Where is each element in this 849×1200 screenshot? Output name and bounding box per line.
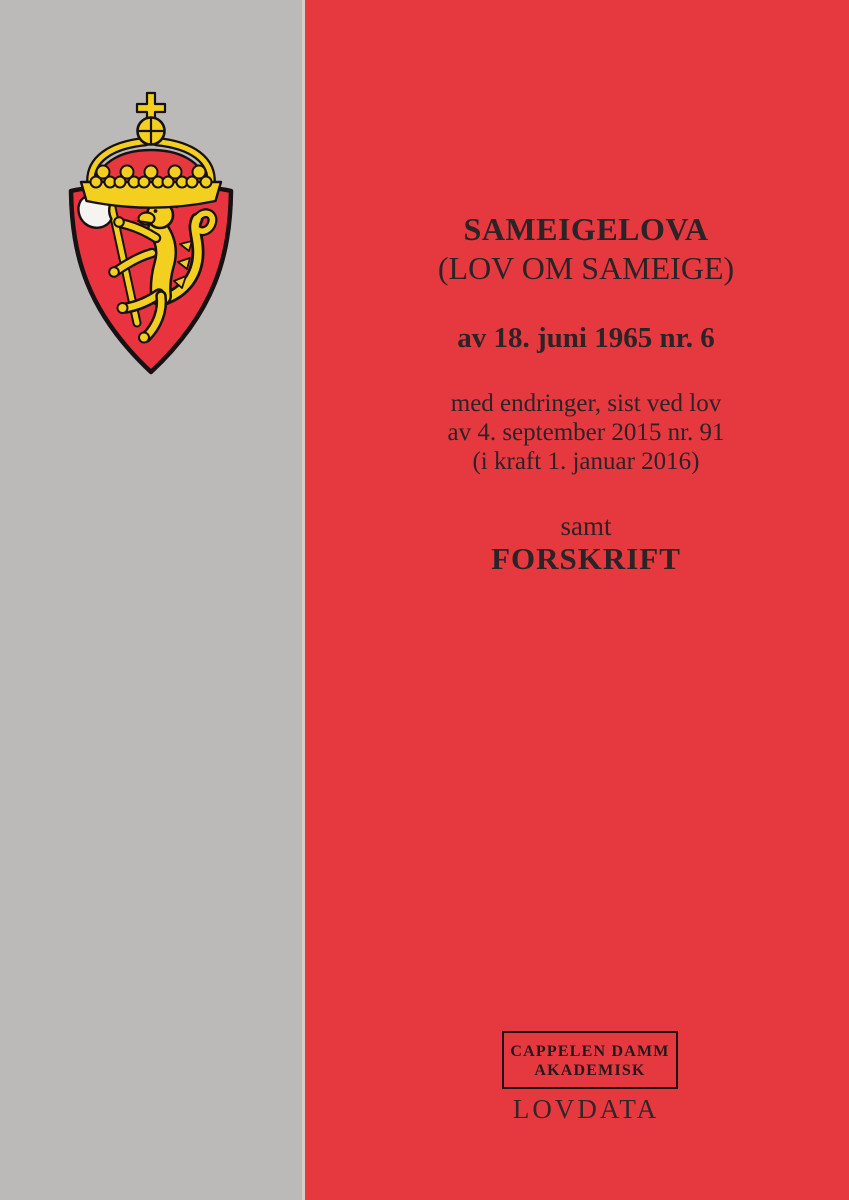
spine-panel [0, 0, 302, 1200]
amendments-block [305, 389, 849, 476]
publisher-name-line-1: CAPPELEN DAMM [510, 1043, 670, 1060]
title-line-1: SAMEIGELOVA [463, 211, 709, 247]
subtitle: FORSKRIFT [491, 541, 681, 576]
amendment-line-3: (i kraft 1. januar 2016) [472, 448, 700, 475]
imprint: LOVDATA [512, 1094, 660, 1124]
publisher-logo-box [502, 1031, 678, 1089]
amendment-line-2: av 4. september 2015 nr. 91 [447, 419, 725, 446]
statute-date: av 18. juni 1965 nr. 6 [457, 322, 715, 354]
publisher-name-line-2: AKADEMISK [534, 1062, 646, 1079]
conjunction: samt [560, 511, 612, 541]
amendment-line-1: med endringer, sist ved lov [450, 390, 722, 417]
norwegian-coat-of-arms-icon [58, 88, 244, 384]
title-block [305, 210, 849, 288]
title-line-2: (LOV OM SAMEIGE) [437, 250, 735, 286]
main-panel [305, 0, 849, 1200]
